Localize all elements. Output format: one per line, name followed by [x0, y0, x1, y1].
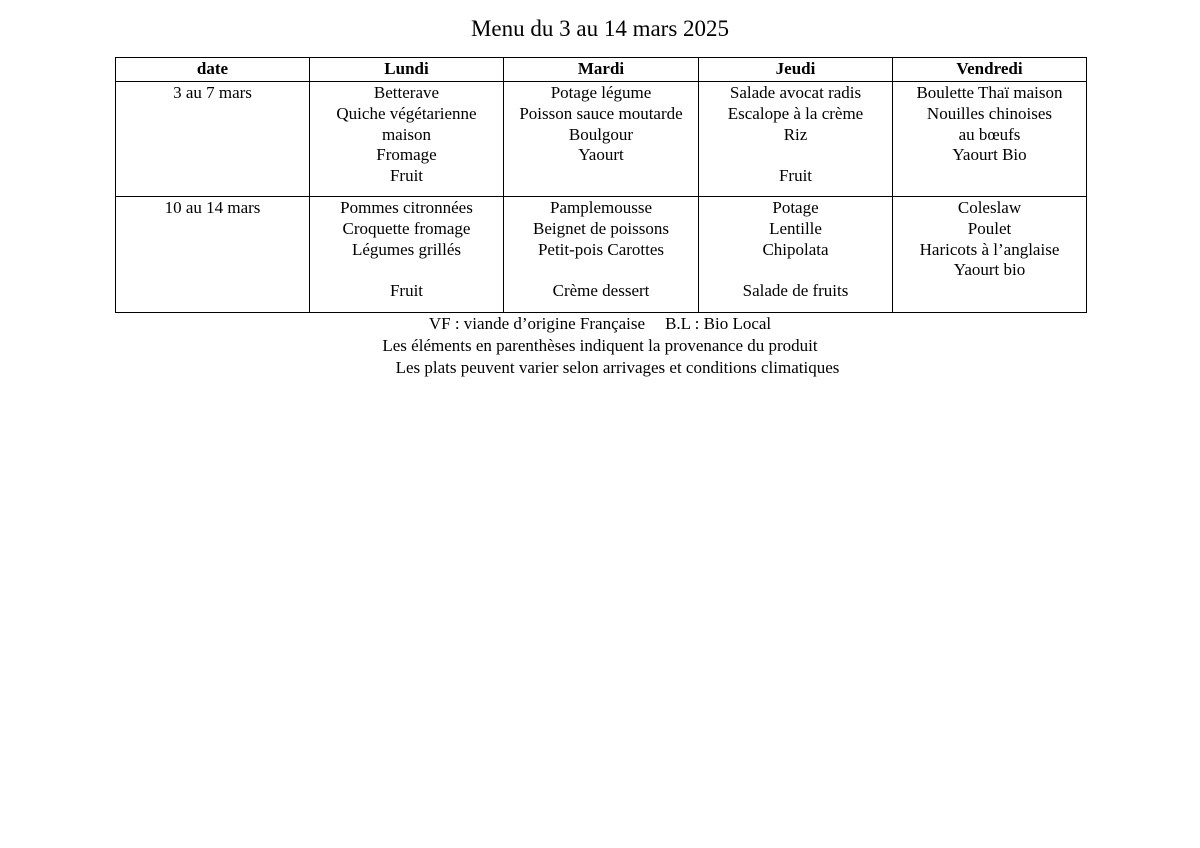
variation-note: Les plats peuvent varier selon arrivages et conditions climatiques: [395, 358, 840, 377]
dish: Boulette Thaï maison: [916, 83, 1063, 102]
table-row: [116, 82, 1087, 197]
dish: [506, 260, 696, 281]
dish: maison: [381, 124, 432, 144]
dish: Fruit: [389, 166, 424, 186]
vf-note: VF : viande d’origine Française: [428, 314, 646, 333]
dish: Yaourt bio: [953, 260, 1026, 280]
dish: Yaourt: [578, 145, 624, 165]
dish: Betterave: [373, 83, 440, 102]
lundi-cell: [310, 82, 504, 197]
mardi-cell: [504, 82, 699, 197]
dish: [312, 260, 501, 281]
dish: [506, 166, 696, 187]
dish: Coleslaw: [957, 198, 1022, 217]
dish: Yaourt Bio: [952, 145, 1027, 165]
jeudi-cell: [699, 197, 893, 313]
week-date: 3 au 7 mars: [173, 83, 252, 102]
dish: Quiche végétarienne: [336, 103, 477, 123]
menu-notes: [0, 313, 1200, 379]
dish: [895, 166, 1084, 187]
dish: [701, 260, 890, 281]
dish: Boulgour: [568, 124, 634, 144]
header-date: date: [116, 58, 310, 82]
dish: Haricots à l’anglaise: [919, 239, 1060, 259]
week-date-cell: [116, 82, 310, 197]
legend-line: [0, 313, 1200, 335]
menu-table: [115, 57, 1087, 313]
table-row: [116, 197, 1087, 313]
bl-note: B.L : Bio Local: [665, 314, 772, 333]
dish: Riz: [783, 124, 808, 144]
dish: Pamplemousse: [550, 198, 652, 217]
dish: Pommes citronnées: [340, 198, 473, 217]
dish: Fromage: [376, 145, 437, 165]
menu-title: Menu du 3 au 14 mars 2025: [470, 16, 730, 41]
dish: au bœufs: [958, 124, 1021, 144]
week-date: 10 au 14 mars: [164, 198, 261, 217]
dish: [701, 145, 890, 166]
mardi-cell: [504, 197, 699, 313]
dish: Nouilles chinoises: [926, 103, 1053, 123]
vendredi-cell: [893, 82, 1087, 197]
dish: Lentille: [769, 218, 822, 238]
dish: Chipolata: [762, 239, 829, 259]
header-row: [116, 58, 1087, 82]
dish: Poisson sauce moutarde: [519, 103, 683, 123]
lundi-cell: [310, 197, 504, 313]
header-jeudi: Jeudi: [699, 58, 893, 82]
header-lundi: Lundi: [310, 58, 504, 82]
week-date-cell: [116, 197, 310, 313]
header-vendredi: Vendredi: [893, 58, 1087, 82]
vendredi-cell: [893, 197, 1087, 313]
dish: Potage: [772, 198, 819, 217]
header-mardi: Mardi: [504, 58, 699, 82]
dish: Salade avocat radis: [729, 83, 862, 102]
dish: Salade de fruits: [742, 281, 849, 301]
dish: Potage légume: [550, 83, 652, 102]
dish: Légumes grillés: [351, 239, 462, 259]
dish: Croquette fromage: [342, 218, 471, 238]
dish: Poulet: [967, 218, 1012, 238]
dish: Petit-pois Carottes: [537, 239, 665, 259]
dish: Fruit: [389, 281, 424, 301]
dish: Escalope à la crème: [727, 103, 864, 123]
dish: Crème dessert: [552, 281, 650, 301]
dish: [895, 281, 1084, 302]
dish: Fruit: [778, 166, 813, 186]
jeudi-cell: [699, 82, 893, 197]
provenance-note: Les éléments en parenthèses indiquent la provenance du produit: [382, 336, 818, 355]
dish: Beignet de poissons: [533, 218, 669, 238]
